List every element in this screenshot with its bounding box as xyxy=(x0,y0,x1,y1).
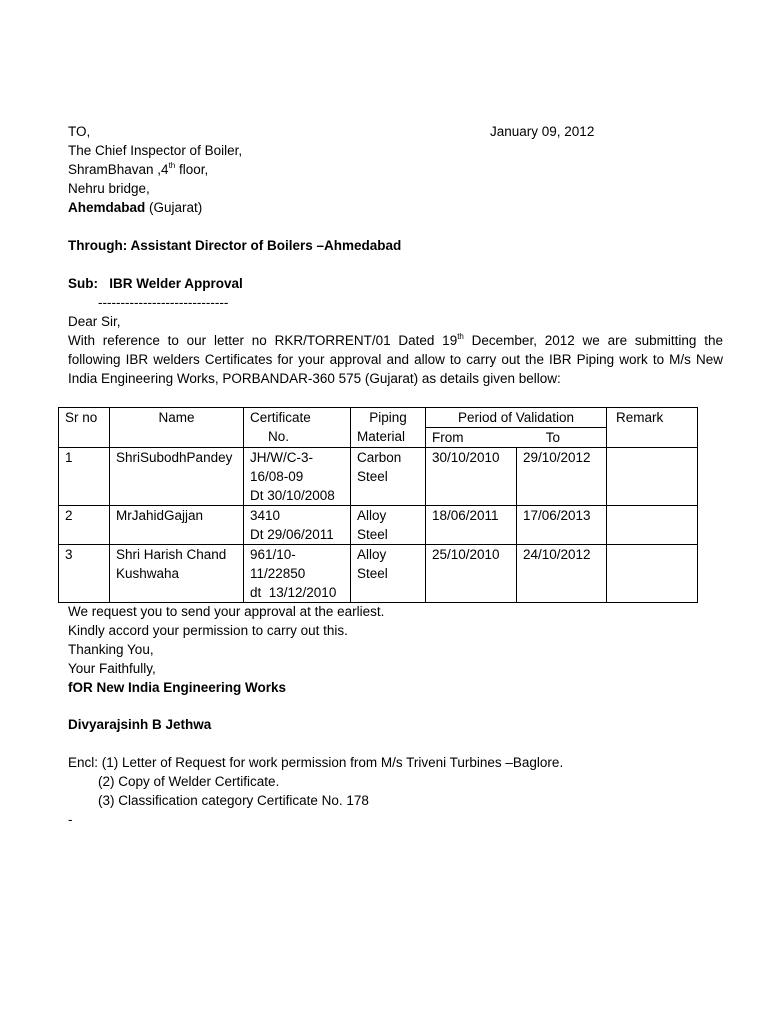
welder-table xyxy=(58,407,698,603)
valid-to: 29/10/2012 xyxy=(517,448,607,506)
table-row: 1 ShriSubodhPandey JH/W/C-3- 16/08-09 Dt 30/10/2008 Carbon Steel 30/10/2010 29/10/2012 xyxy=(59,448,698,506)
table-row: 2 MrJahidGajjan 3410 Dt 29/06/2011 Alloy Steel 18/06/2011 17/06/2013 xyxy=(59,506,698,545)
subject-line: Sub: IBR Welder Approval xyxy=(68,276,243,291)
body-paragraph xyxy=(68,331,723,388)
closing-line-4: Your Faithfully, xyxy=(68,661,156,676)
header-remark: Remark xyxy=(607,408,698,448)
trailing-dash: - xyxy=(68,812,73,827)
address-line-1: The Chief Inspector of Boiler, xyxy=(68,143,243,158)
remark xyxy=(607,448,698,506)
address-line-2: ShramBhavan ,4th floor, xyxy=(68,161,209,177)
header-piping-material: Piping Material xyxy=(351,408,426,448)
body-line-2: following IBR welders Certificates for your approval and allow to carry out the IBR Piping work to M/s New xyxy=(68,352,723,367)
through-line: Through: Assistant Director of Boilers –Ahmedabad xyxy=(68,238,402,253)
welder-name: Shri Harish Chand Kushwaha xyxy=(110,545,244,603)
certificate-no: JH/W/C-3- 16/08-09 Dt 30/10/2008 xyxy=(244,448,351,506)
body-line-3: India Engineering Works, PORBANDAR-360 575 (Gujarat) as details given bellow: xyxy=(68,371,561,386)
letter-date: January 09, 2012 xyxy=(490,124,595,139)
welder-name: ShriSubodhPandey xyxy=(110,448,244,506)
closing-line-2: Kindly accord your permission to carry out this. xyxy=(68,623,348,638)
table-row: 3 Shri Harish Chand Kushwaha 961/10- 11/22850 dt 13/12/2010 Alloy Steel 25/10/2010 24/10/2012 xyxy=(59,545,698,603)
piping-material: Alloy Steel xyxy=(351,506,426,545)
valid-from: 18/06/2011 xyxy=(426,506,517,545)
header-period-of-validation: Period of Validation xyxy=(426,408,607,428)
body-line-1: With reference to our letter no RKR/TORRENT/01 Dated 19th December, 2012 we are submitting the xyxy=(68,332,723,348)
table-header-row xyxy=(59,408,698,428)
piping-material: Carbon Steel xyxy=(351,448,426,506)
piping-material: Alloy Steel xyxy=(351,545,426,603)
header-sr-no: Sr no xyxy=(59,408,110,448)
certificate-no: 961/10- 11/22850 dt 13/12/2010 xyxy=(244,545,351,603)
valid-to: 17/06/2013 xyxy=(517,506,607,545)
remark xyxy=(607,506,698,545)
subject-underline: ----------------------------- xyxy=(98,295,229,310)
header-certificate: Certificate No. xyxy=(244,408,351,448)
welder-name: MrJahidGajjan xyxy=(110,506,244,545)
enclosure-1: Encl: (1) Letter of Request for work permission from M/s Triveni Turbines –Baglore. xyxy=(68,755,564,770)
salutation: Dear Sir, xyxy=(68,314,121,329)
remark xyxy=(607,545,698,603)
valid-to: 24/10/2012 xyxy=(517,545,607,603)
header-name: Name xyxy=(110,408,244,448)
enclosure-3: (3) Classification category Certificate No. 178 xyxy=(98,793,369,808)
header-from-to: From To xyxy=(426,428,607,448)
closing-line-3: Thanking You, xyxy=(68,642,154,657)
valid-from: 30/10/2010 xyxy=(426,448,517,506)
closing-line-1: We request you to send your approval at the earliest. xyxy=(68,604,385,619)
enclosure-2: (2) Copy of Welder Certificate. xyxy=(98,774,280,789)
to-label: TO, xyxy=(68,124,91,139)
company-signoff: fOR New India Engineering Works xyxy=(68,680,287,695)
signatory-name: Divyarajsinh B Jethwa xyxy=(68,717,212,732)
address-line-3: Nehru bridge, xyxy=(68,181,150,196)
certificate-no: 3410 Dt 29/06/2011 xyxy=(244,506,351,545)
valid-from: 25/10/2010 xyxy=(426,545,517,603)
address-city: Ahemdabad (Gujarat) xyxy=(68,200,203,215)
